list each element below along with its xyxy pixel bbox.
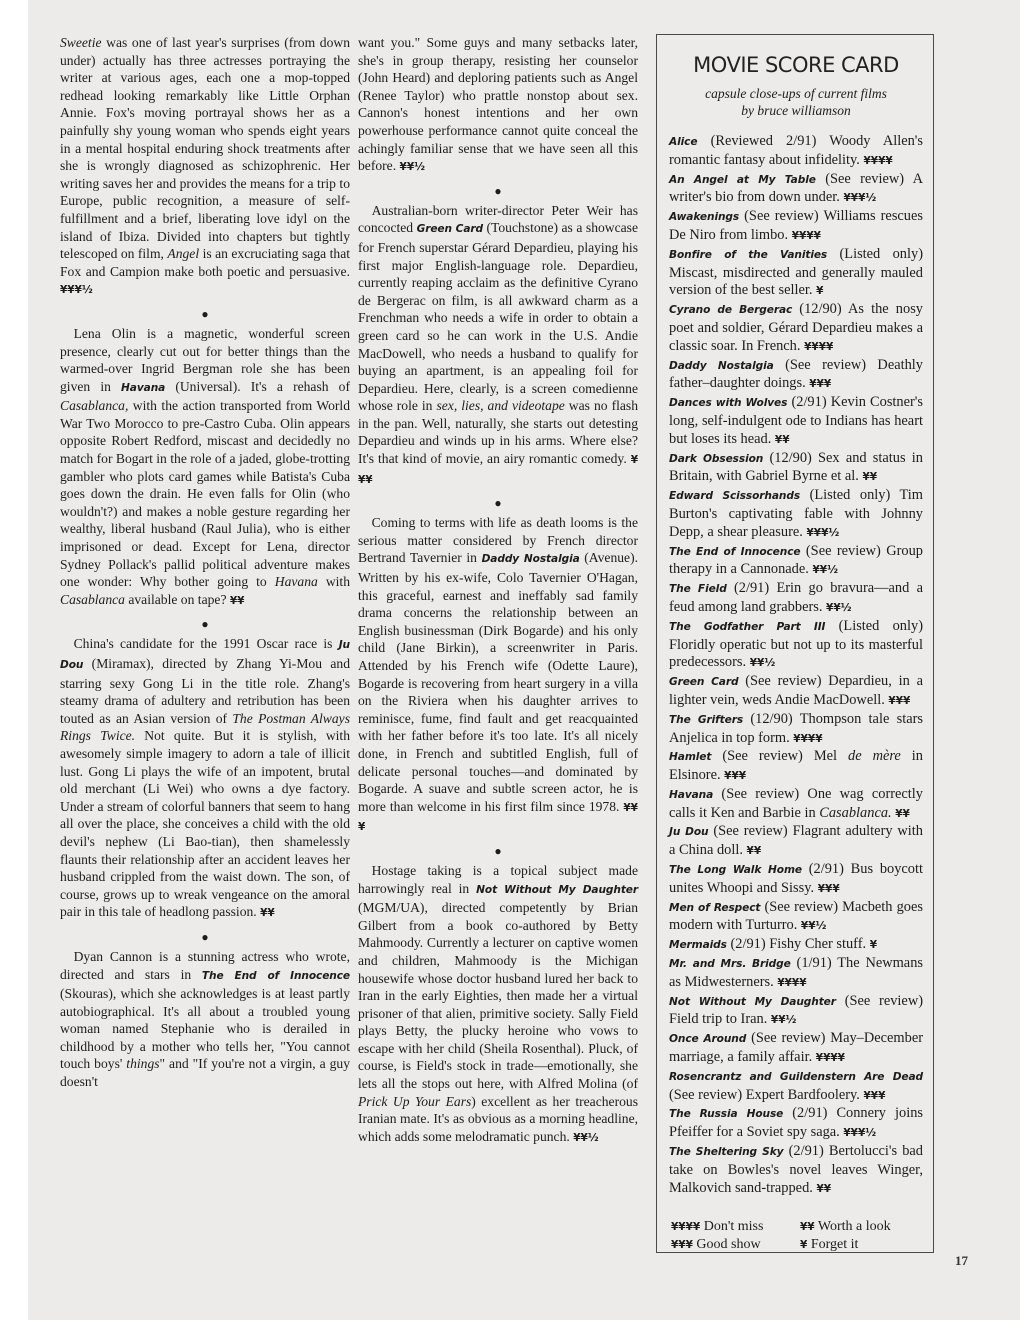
- rating-stars: ¥¥¥: [724, 770, 747, 783]
- rating-stars: ¥¥½: [812, 564, 838, 577]
- rating-stars: ¥¥¥¥: [791, 229, 821, 242]
- film-title: Daddy Nostalgia: [669, 359, 774, 372]
- rating-stars: ¥: [869, 939, 878, 952]
- score-card-entry: [669, 786, 923, 824]
- review-end-of-innocence: Dyan Cannon is a stunning actress who wrote, directed and stars in The End of Innocence (Skouras), which she acknowledges is at least partly autobiographical. It's all about a troubled young woman named Stephanie who is derailed in childhood by a mother who tells her, "You cannot touch boys' things" and "If you're not a virgin, a guy doesn't: [60, 948, 350, 1090]
- score-card-entry: [669, 171, 923, 209]
- rating-stars: ¥¥¥: [358, 801, 638, 834]
- rating-stars: ¥¥¥½: [60, 284, 93, 297]
- score-card-entry: [669, 487, 923, 542]
- film-title: The Long Walk Home: [669, 864, 802, 877]
- rating-stars: ¥¥¥¥: [793, 732, 823, 745]
- film-title: Edward Scissorhands: [669, 490, 801, 503]
- entry-text: (See review) May–December marriage, a family affair.: [669, 1030, 923, 1066]
- rating-stars: ¥¥¥: [888, 694, 911, 707]
- review-column-2: [358, 34, 638, 1147]
- rating-stars: ¥¥½: [399, 161, 425, 174]
- score-card-entry: [669, 711, 923, 749]
- legend-label: Don't miss: [700, 1219, 764, 1235]
- score-card-entry: [669, 955, 923, 993]
- film-title: The Sheltering Sky: [669, 1146, 784, 1159]
- rating-stars: ¥¥: [895, 807, 910, 820]
- bullet-separator: ●: [201, 617, 209, 632]
- score-card-entry: [669, 543, 923, 581]
- score-card-subtitle: capsule close-ups of current films: [705, 86, 887, 101]
- entry-text: (12/90) Thompson tale stars Anjelica in top form.: [669, 710, 923, 746]
- score-card-byline: by bruce williamson: [741, 103, 851, 118]
- bullet-separator: ●: [494, 496, 502, 511]
- legend-stars: ¥¥¥¥: [671, 1221, 701, 1234]
- entry-text: (See review) Flagrant adultery with a China doll.: [669, 823, 924, 859]
- movie-score-card: [656, 34, 934, 1253]
- rating-stars: ¥: [816, 285, 824, 298]
- entry-text: (Listed only) Floridly operatic but not up to its masterful predecessors.: [669, 617, 923, 671]
- score-card-entry: [669, 1068, 923, 1106]
- entry-text: (Reviewed 2/91) Woody Allen's romantic fantasy about infidelity.: [669, 133, 923, 168]
- entry-text: (12/90) As the nosy poet and soldier, Gérard Depardieu makes a classic soar. In French.: [669, 301, 923, 354]
- review-ju-dou: China's candidate for the 1991 Oscar race is Ju Dou (Miramax), directed by Zhang Yi-Mou and starring sexy Gong Li in the title role. Zhang's steamy drama of adultery and retribution has been touted as an Asian version of The Postman Always Rings Twice. Not quite. But it is stylish, with awesomely simple imagery to adorn a tale of illicit lust. Gong Li plays the wife of an impotent, brutal old merchant (Li Wei) who owns a dye factory. Under a stream of colorful banners that seem to hang all over the place, she conceives a child with the old devil's nephew (Li Bao-tian), then shamelessly flaunts their relationship after an accident leaves her husband crippled from the waist down. The son, of course, grows up to wreak vengeance on the amoral pair in this tale of headlong passion. ¥¥: [60, 636, 350, 920]
- entry-text: (See review) Group therapy in a Cannonade.: [669, 542, 923, 578]
- entry-text: (2/91) Connery joins Pfeiffer for a Soviet spy saga.: [669, 1105, 923, 1141]
- score-card-entry: [669, 618, 923, 673]
- score-card-entry: [669, 246, 923, 301]
- legend-stars: ¥: [800, 1239, 808, 1252]
- rating-stars: ¥¥½: [826, 601, 852, 614]
- rating-stars: ¥¥¥: [817, 882, 840, 895]
- score-card-entry: [669, 1105, 923, 1143]
- film-title: Daddy Nostalgia: [481, 553, 580, 566]
- entry-text: in Elsinore.: [669, 748, 923, 784]
- film-title: Hamlet: [669, 751, 712, 764]
- film-title: Men of Respect: [669, 901, 761, 914]
- entry-text: (2/91) Bus boycott unites Whoopi and Sissy.: [669, 861, 923, 896]
- page-number: 17: [955, 1253, 968, 1268]
- entry-text: (2/91) Erin go bravura—and a feud among land grabbers.: [669, 580, 923, 615]
- film-title: Rosencrantz and Guildenstern Are Dead: [669, 1070, 923, 1083]
- film-title: The Godfather Part III: [669, 620, 826, 633]
- entry-text: (See review) Williams rescues De Niro from limbo.: [669, 208, 923, 243]
- score-card-entry: [669, 1030, 923, 1068]
- entry-text: (See review) Macbeth goes modern with Turturro.: [669, 898, 923, 934]
- film-title: Havana: [121, 381, 166, 394]
- review-daddy-nostalgia: Coming to terms with life as death looms is the serious matter considered by French director Bertrand Tavernier in Daddy Nostalgia (Avenue). Written by his ex-wife, Colo Tavernier O'Hagan, this graceful, earnest and ineffably sad family drama concerns the relationship between an English businessman (Dirk Bogarde) and his only child (Jane Birkin), a screenwriter in Paris. Attended by his French wife (Odette Laure), Bogarde is recovering from heart surgery in a villa on the Riviera when his daughter arrives to reminisce, fume, find fault and get reacquainted with her father before it's too late. It's all nicely done, in French and subtitled English, full of delicate personal touches—and dominated by Bogarde. A suave and subtle screen actor, he is more than welcome in his first film since 1978. ¥¥¥: [358, 515, 638, 834]
- film-title: Sweetie: [60, 35, 102, 50]
- rating-stars: ¥¥½: [749, 657, 776, 670]
- film-title: Mr. and Mrs. Bridge: [669, 958, 791, 971]
- score-card-entry: [669, 673, 923, 711]
- rating-stars: ¥¥¥¥: [815, 1052, 845, 1065]
- film-title: The Russia House: [669, 1108, 784, 1121]
- rating-stars: ¥¥¥¥: [863, 154, 893, 167]
- score-card-entry: [669, 208, 923, 246]
- film-title: Green Card: [669, 676, 739, 689]
- score-card-entry: [669, 394, 923, 449]
- entry-text: (See review) One wag correctly calls it Ken and Barbie in: [669, 785, 923, 821]
- bullet-separator: ●: [201, 929, 209, 944]
- review-sweetie: Sweetie was one of last year's surprises (from down under) actually has three actresses portraying the writer at various ages, each one a mop-topped redhead looking remarkably like Little Orphan Annie. Fox's moving portrayal shows her as a painfully shy young woman who spends eight years in a mental hospital enduring shock treatments after she is wrongly diagnosed as schizophrenic. Her writing saves her and provides the means for a trip to Europe, public recognition, a measure of self-fulfillment and a brief, liberating love idyl on the island of Ibiza. Divided into chapters but tightly telescoped on film, Angel is an excruciating saga that Fox and Campion make both poetic and persuasive. ¥¥¥½: [60, 35, 350, 297]
- legend-stars: ¥¥: [800, 1221, 815, 1234]
- magazine-page: [28, 0, 1020, 1320]
- rating-stars: ¥¥: [816, 1182, 832, 1195]
- film-title: Cyrano de Bergerac: [669, 304, 793, 317]
- entry-text: (See review) Deathly father–daughter doings.: [669, 356, 923, 392]
- film-title: Mermaids: [669, 939, 727, 952]
- film-title: Not Without My Daughter: [669, 995, 836, 1008]
- review-green-card: Australian-born writer-director Peter Weir has concocted Green Card (Touchstone) as a showcase for French superstar Gérard Depardieu, playing his first major English-language role. Depardieu, currently reaping acclaim as the definitive Cyrano de Bergerac on film, is all awkward charm as a Frenchman who needs a wife in order to obtain a green card so he can work in the U.S. Andie MacDowell, who needs a husband to qualify for buying an apartment, is an appealing foil for Depardieu. Here, clearly, is a screen comedienne whose role in sex, lies, and videotape was no flash in the pan. Well, naturally, she starts out detesting Depardieu and winds up in his arms. Where else? It's that kind of movie, an airy romantic comedy. ¥¥¥: [358, 202, 638, 486]
- bullet-separator: ●: [494, 843, 502, 858]
- score-card-entry: [669, 993, 923, 1031]
- entry-text: (2/91) Bertolucci's bad take on Bowles's novel leaves Winger, Malkovich sand-trapped.: [669, 1143, 924, 1196]
- film-title: Awakenings: [669, 211, 740, 224]
- film-title: Bonfire of the Vanities: [669, 248, 828, 261]
- film-title: The Field: [669, 583, 727, 596]
- film-title: Havana: [669, 788, 714, 801]
- rating-stars: ¥¥: [774, 433, 790, 446]
- rating-legend: [669, 1218, 923, 1254]
- rating-stars: ¥¥¥: [863, 1089, 886, 1102]
- entry-text: (2/91) Fishy Cher stuff.: [726, 936, 870, 953]
- review-end-of-innocence-continued: want you." Some guys and many setbacks later, she's in group therapy, resisting her counselor (John Heard) and deploring patients such as Angel (Renee Taylor) who prattle nonstop about sex. Cannon's honest intentions and her own powerhouse performance cannot quite conceal the achingly familiar sense that we have seen all this before. ¥¥½: [358, 35, 638, 174]
- film-title: The End of Innocence: [669, 545, 801, 558]
- score-card-entry: [669, 1143, 923, 1198]
- legend-label: Forget it: [807, 1237, 859, 1253]
- film-title: Dances with Wolves: [669, 397, 788, 410]
- rating-stars: ¥¥½: [770, 1014, 797, 1027]
- rating-stars: ¥¥¥: [809, 378, 832, 391]
- film-title: The End of Innocence: [201, 969, 350, 982]
- review-column-1: [60, 34, 350, 1091]
- rating-stars: ¥¥¥½: [843, 1127, 877, 1140]
- entry-text: (See review) Mel: [711, 748, 848, 765]
- rating-stars: ¥¥: [746, 845, 762, 858]
- film-title: Green Card: [416, 223, 483, 236]
- entry-text: (See review) Field trip to Iran.: [669, 992, 924, 1028]
- film-title: The Grifters: [669, 713, 744, 726]
- rating-stars: ¥¥½: [800, 920, 827, 933]
- entry-text: (Listed only) Tim Burton's captivating fable with Johnny Depp, a shear pleasure.: [669, 487, 923, 540]
- film-title: Not Without My Daughter: [476, 883, 638, 896]
- entry-italic-text: Casablanca.: [819, 804, 892, 821]
- entry-italic-text: de mère: [848, 748, 901, 765]
- rating-stars: ¥¥: [260, 907, 275, 920]
- review-not-without-my-daughter: Hostage taking is a topical subject made harrowingly real in Not Without My Daughter (MGM/UA), directed competently by Brian Gilbert from a book co-authored by Betty Mahmoody. Currently a lecturer on captive women and children, Mahmoody is the Michigan housewife whose doctor husband lured her back to Iran in the early Eighties, then made her a virtual prisoner of that alien, primitive society. Sally Field plays Betty, the plucky heroine who vows to escape with her child (Sheila Rosenthal). Pluck, of course, is Field's stock in trade—emotionally, she lets all the stops out here, with Alfred Molina (of Prick Up Your Ears) excellent as her treacherous Iranian mate. It's as obvious as a morning headline, which adds some melodramatic punch. ¥¥½: [358, 862, 638, 1144]
- rating-stars: ¥¥¥¥: [777, 976, 807, 989]
- score-card-entry: [669, 899, 923, 937]
- film-title: An Angel at My Table: [669, 173, 816, 186]
- entry-text: (2/91) Kevin Costner's long, self-indulgent ode to Indians has heart but loses its head.: [669, 394, 923, 447]
- rating-stars: ¥¥: [229, 594, 245, 607]
- rating-stars: ¥¥¥¥: [804, 340, 834, 353]
- entry-text: (12/90) Sex and status in Britain, with Gabriel Byrne et al.: [669, 449, 923, 485]
- score-card-entry: [669, 748, 923, 786]
- legend-item: [800, 1236, 923, 1254]
- score-card-title: MOVIE SCORE CARD: [693, 53, 899, 77]
- entry-text: (See review) A writer's bio from down under.: [669, 170, 924, 206]
- rating-stars: ¥¥¥: [358, 454, 638, 486]
- score-card-entry: [669, 936, 923, 955]
- score-card-entry: [669, 133, 923, 171]
- legend-item: [800, 1218, 923, 1236]
- entry-text: (1/91) The Newmans as Midwesterners.: [669, 955, 923, 990]
- film-title: Ju Dou: [60, 639, 350, 671]
- rating-stars: ¥¥½: [573, 1131, 599, 1144]
- legend-stars: ¥¥¥: [671, 1239, 693, 1252]
- bullet-separator: ●: [494, 183, 502, 198]
- rating-stars: ¥¥¥½: [806, 526, 840, 539]
- entry-text: (Listed only) Miscast, misdirected and generally mauled version of the best seller.: [669, 245, 923, 299]
- rating-stars: ¥¥¥½: [843, 192, 877, 205]
- score-card-entries: [669, 133, 923, 1198]
- film-title: Ju Dou: [669, 826, 709, 839]
- score-card-entry: [669, 301, 923, 356]
- score-card-entry: [669, 450, 923, 488]
- score-card-entry: [669, 357, 923, 395]
- film-title: Alice: [669, 136, 698, 148]
- score-card-entry: [669, 823, 923, 861]
- score-card-entry: [669, 580, 923, 618]
- legend-label: Worth a look: [814, 1219, 891, 1235]
- legend-item: [671, 1218, 794, 1236]
- score-card-entry: [669, 861, 923, 899]
- review-havana: Lena Olin is a magnetic, wonderful screen presence, clearly cut out for better things than the warmed-over Ingrid Bergman role she has been given in Havana (Universal). It's a rehash of Casablanca, with the action transported from World War Two Morocco to pre-Castro Cuba. Olin appears opposite Robert Redford, miscast and decidedly no match for Bogart in the role of a jaded, globe-trotting gambler who plots card games while Batista's Cuba goes down the drain. He even falls for Olin (who wouldn't?) and makes a noble gesture regarding her wealthy, liberal husband (Raul Julia), who is either imprisoned or dead. Except for Lena, director Sydney Pollack's pallid political adventure makes one wonder: Why bother going to Havana with Casablanca available on tape? ¥¥: [60, 325, 351, 607]
- bullet-separator: ●: [201, 306, 209, 321]
- entry-text: (See review) Expert Bardfoolery.: [669, 1086, 864, 1103]
- entry-text: (See review) Depardieu, in a lighter vein, weds Andie MacDowell.: [669, 673, 923, 708]
- rating-stars: ¥¥: [862, 471, 878, 484]
- film-title: Once Around: [669, 1033, 747, 1046]
- legend-item: [671, 1236, 794, 1254]
- legend-label: Good show: [692, 1237, 761, 1253]
- film-title: Dark Obsession: [669, 452, 764, 465]
